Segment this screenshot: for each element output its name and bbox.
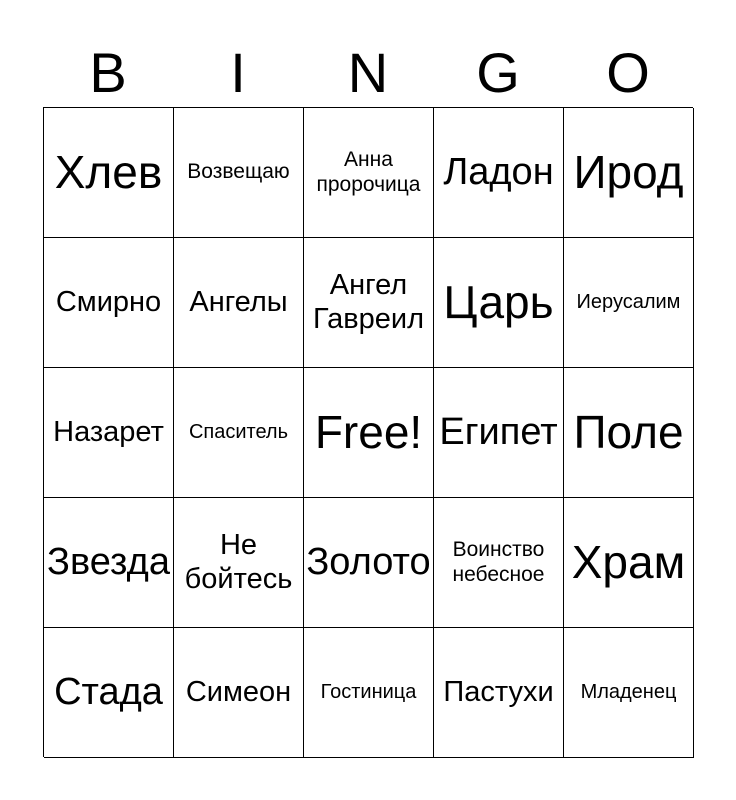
header-letter-b: B: [89, 41, 127, 104]
bingo-cell[interactable]: Назарет: [44, 368, 174, 498]
bingo-cell[interactable]: Возвещаю: [174, 108, 304, 238]
bingo-cell[interactable]: Ирод: [564, 108, 694, 238]
bingo-cell[interactable]: Храм: [564, 498, 694, 628]
bingo-cell[interactable]: Стада: [44, 628, 174, 758]
header-letter-n: N: [347, 41, 389, 104]
bingo-cell[interactable]: Золото: [304, 498, 434, 628]
bingo-cell[interactable]: Ладон: [434, 108, 564, 238]
bingo-cell[interactable]: Пастухи: [434, 628, 564, 758]
bingo-cell[interactable]: Египет: [434, 368, 564, 498]
header-letter-o: O: [606, 41, 650, 104]
header-letter-i: I: [230, 41, 246, 104]
bingo-cell[interactable]: Не бойтесь: [174, 498, 304, 628]
bingo-cell[interactable]: Царь: [434, 238, 564, 368]
bingo-cell[interactable]: Ангелы: [174, 238, 304, 368]
bingo-cell[interactable]: Ангел Гавреил: [304, 238, 434, 368]
bingo-cell[interactable]: Спаситель: [174, 368, 304, 498]
bingo-cell[interactable]: Смирно: [44, 238, 174, 368]
bingo-cell[interactable]: Звезда: [44, 498, 174, 628]
bingo-cell[interactable]: Младенец: [564, 628, 694, 758]
bingo-card-grid: [43, 107, 693, 757]
bingo-cell[interactable]: Симеон: [174, 628, 304, 758]
bingo-cell[interactable]: Гостиница: [304, 628, 434, 758]
bingo-cell[interactable]: Поле: [564, 368, 694, 498]
bingo-cell[interactable]: Хлев: [44, 108, 174, 238]
bingo-header: [43, 38, 693, 108]
bingo-free-cell[interactable]: Free!: [304, 368, 434, 498]
bingo-cell[interactable]: Воинство небесное: [434, 498, 564, 628]
bingo-cell[interactable]: Анна пророчица: [304, 108, 434, 238]
header-letter-g: G: [476, 41, 520, 104]
bingo-cell[interactable]: Иерусалим: [564, 238, 694, 368]
